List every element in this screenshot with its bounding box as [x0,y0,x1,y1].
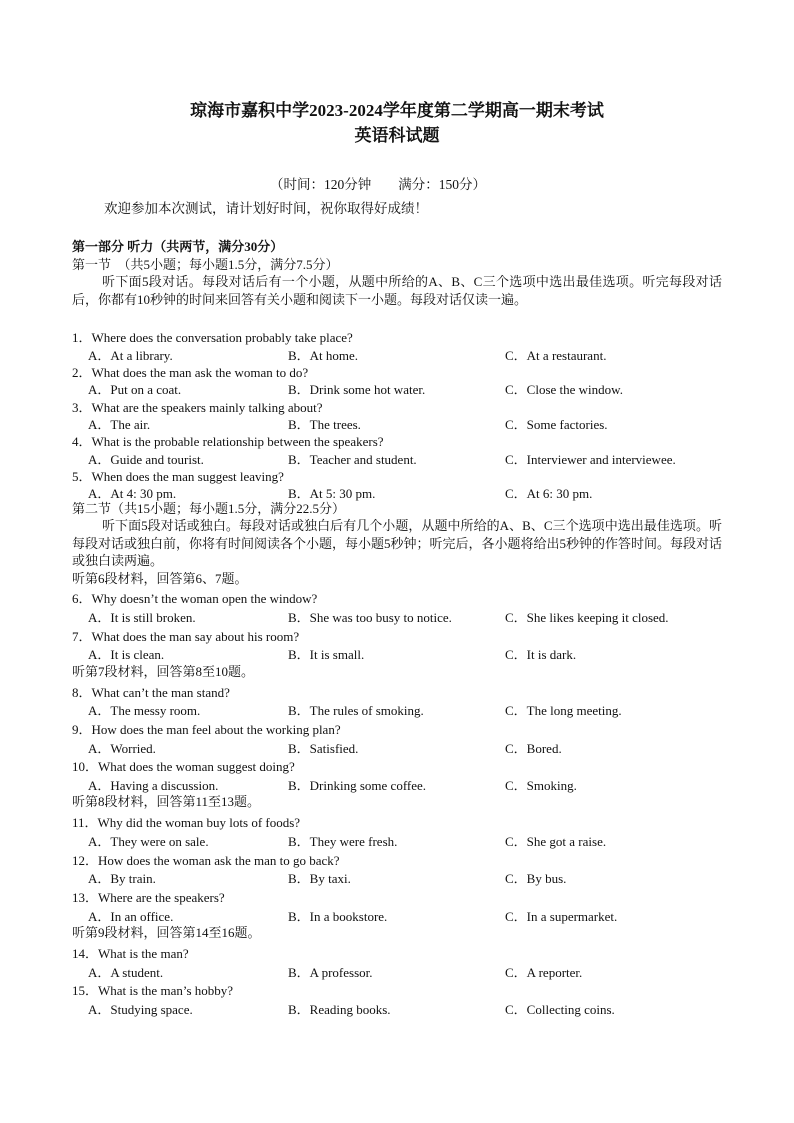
question-10: 10．What does the woman suggest doing? [72,759,295,774]
exam-subtitle: 英语科试题 [354,126,440,145]
question-12-option-b: B．By taxi. [288,871,351,886]
part1-heading: 第一部分 听力（共两节，满分30分） [72,239,284,254]
question-9-option-b: B．Satisfied. [288,741,359,756]
question-2-option-b: B．Drink some hot water. [288,382,426,397]
question-11-option-a: A．They were on sale. [88,834,209,849]
question-3-option-a: A．The air. [88,417,151,432]
question-4-option-b: B．Teacher and student. [288,452,417,467]
question-7: 7．What does the man say about his room? [72,629,300,644]
question-11-option-c: C．She got a raise. [505,834,607,849]
section2-instructions: 听下面5段对话或独白。每段对话或独白后有几个小题，从题中所给的A、B、C三个选项中选出最佳选项。听每段对话或独白前，你将有时间阅读各个小题，每小题5秒钟；听完后，各小题将给出5秒钟的作答时间。每段对话或独白读两遍。 [72,518,723,568]
question-14-option-b: B．A professor. [288,965,373,980]
question-13: 13．Where are the speakers? [72,890,225,905]
question-5: 5．When does the man suggest leaving? [72,469,284,484]
question-10-option-a: A．Having a discussion. [88,778,219,793]
question-2: 2．What does the man ask the woman to do? [72,365,309,380]
question-8-option-b: B．The rules of smoking. [288,703,424,718]
material-note-9: 听第9段材料，回答第14至16题。 [72,925,261,940]
section2-heading: 第二节（共15小题；每小题1.5分，满分22.5分） [72,501,346,516]
question-5-option-a: A．At 4: 30 pm. [88,486,177,501]
question-7-option-c: C．It is dark. [505,647,577,662]
question-14: 14．What is the man? [72,946,189,961]
question-6: 6．Why doesn’t the woman open the window? [72,591,318,606]
question-6-option-a: A．It is still broken. [88,610,196,625]
question-11-option-b: B．They were fresh. [288,834,398,849]
question-13-option-c: C．In a supermarket. [505,909,618,924]
question-9-option-a: A．Worried. [88,741,156,756]
material-note-8: 听第8段材料，回答第11至13题。 [72,794,261,809]
material-note-7: 听第7段材料，回答第8至10题。 [72,664,255,679]
question-1: 1．Where does the conversation probably take place? [72,330,353,345]
section1-instructions: 听下面5段对话。每段对话后有一个小题，从题中所给的A、B、C三个选项中选出最佳选项。听完每段对话后，你都有10秒钟的时间来回答有关小题和阅读下一小题。每段对话仅读一遍。 [72,274,722,307]
question-4-option-a: A．Guide and tourist. [88,452,204,467]
question-10-option-b: B．Drinking some coffee. [288,778,427,793]
question-13-option-b: B．In a bookstore. [288,909,388,924]
exam-title: 琼海市嘉积中学2023-2024学年度第二学期高一期末考试 [190,101,604,120]
question-15-option-b: B．Reading books. [288,1002,391,1017]
question-11: 11．Why did the woman buy lots of foods? [72,815,301,830]
question-6-option-b: B．She was too busy to notice. [288,610,452,625]
question-12: 12．How does the woman ask the man to go back? [72,853,340,868]
question-2-option-a: A．Put on a coat. [88,382,182,397]
question-12-option-a: A．By train. [88,871,156,886]
question-5-option-b: B．At 5: 30 pm. [288,486,376,501]
question-15-option-a: A．Studying space. [88,1002,193,1017]
question-8-option-a: A．The messy room. [88,703,201,718]
question-9-option-c: C．Bored. [505,741,562,756]
question-13-option-a: A．In an office. [88,909,174,924]
question-3-option-c: C．Some factories. [505,417,608,432]
question-7-option-a: A．It is clean. [88,647,165,662]
question-2-option-c: C．Close the window. [505,382,623,397]
question-5-option-c: C．At 6: 30 pm. [505,486,593,501]
question-9: 9．How does the man feel about the working plan? [72,722,341,737]
question-10-option-c: C．Smoking. [505,778,577,793]
question-4: 4．What is the probable relationship between the speakers? [72,434,384,449]
exam-info: （时间：120分钟 满分：150分） [270,177,486,192]
question-1-option-b: B．At home. [288,348,359,363]
material-note-6: 听第6段材料，回答第6、7题。 [72,571,248,586]
question-15: 15．What is the man’s hobby? [72,983,234,998]
question-7-option-b: B．It is small. [288,647,365,662]
question-8: 8．What can’t the man stand? [72,685,230,700]
welcome-text: 欢迎参加本次测试，请计划好时间，祝你取得好成绩！ [104,201,428,216]
section1-heading: 第一节 （共5小题；每小题1.5分，满分7.5分） [72,257,339,272]
question-15-option-c: C．Collecting coins. [505,1002,615,1017]
question-12-option-c: C．By bus. [505,871,567,886]
question-1-option-c: C．At a restaurant. [505,348,607,363]
question-14-option-c: C．A reporter. [505,965,583,980]
question-3-option-b: B．The trees. [288,417,361,432]
question-1-option-a: A．At a library. [88,348,173,363]
question-6-option-c: C．She likes keeping it closed. [505,610,669,625]
question-4-option-c: C．Interviewer and interviewee. [505,452,676,467]
question-3: 3．What are the speakers mainly talking about? [72,400,323,415]
question-8-option-c: C．The long meeting. [505,703,622,718]
question-14-option-a: A．A student. [88,965,164,980]
